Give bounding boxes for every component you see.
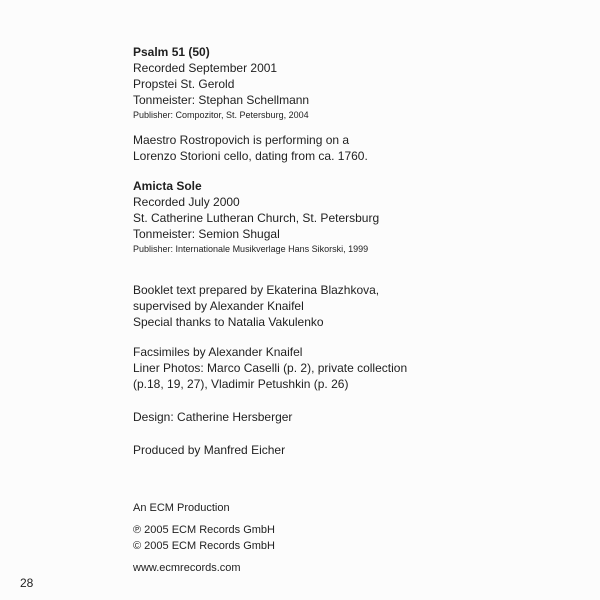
spacer: [133, 425, 553, 442]
spacer: [133, 256, 553, 282]
booklet-credit-line-1: Booklet text prepared by Ekaterina Blazhkova,: [133, 283, 380, 297]
performance-note-line-1: Maestro Rostropovich is performing on a: [133, 133, 350, 147]
amicta-recorded: Recorded July 2000: [133, 195, 240, 209]
psalm-recorded: Recorded September 2001: [133, 61, 278, 75]
photos-credit-line-1: Liner Photos: Marco Caselli (p. 2), private collection: [133, 361, 408, 375]
page-number: 28: [20, 576, 34, 590]
booklet-credit-line-3: Special thanks to Natalia Vakulenko: [133, 315, 324, 329]
spacer: [133, 392, 553, 409]
phonographic-copyright: ℗ 2005 ECM Records GmbH: [133, 524, 275, 536]
producer-credit: Produced by Manfred Eicher: [133, 443, 286, 457]
photos-credit-line-2: (p.18, 19, 27), Vladimir Petushkin (p. 26): [133, 377, 349, 391]
design-credit: Design: Catherine Hersberger: [133, 410, 293, 424]
production-footer: [133, 500, 433, 576]
main-credits-block: [133, 44, 553, 458]
psalm-title: Psalm 51 (50): [133, 45, 210, 59]
amicta-title: Amicta Sole: [133, 179, 202, 193]
psalm-tonmeister: Tonmeister: Stephan Schellmann: [133, 93, 310, 107]
psalm-publisher: Publisher: Compozitor, St. Petersburg, 2004: [133, 110, 309, 120]
performance-note-line-2: Lorenzo Storioni cello, dating from ca. 1760.: [133, 149, 368, 163]
copyright: © 2005 ECM Records GmbH: [133, 540, 275, 552]
amicta-publisher: Publisher: Internationale Musikverlage Hans Sikorski, 1999: [133, 244, 369, 254]
spacer: [133, 330, 553, 344]
booklet-credit-line-2: supervised by Alexander Knaifel: [133, 299, 304, 313]
psalm-venue: Propstei St. Gerold: [133, 77, 235, 91]
facsimiles-credit: Facsimiles by Alexander Knaifel: [133, 345, 303, 359]
spacer: [133, 164, 553, 178]
amicta-tonmeister: Tonmeister: Semion Shugal: [133, 227, 280, 241]
website-link[interactable]: www.ecmrecords.com: [133, 562, 241, 574]
amicta-venue: St. Catherine Lutheran Church, St. Petersburg: [133, 211, 380, 225]
spacer: [133, 122, 553, 132]
production-label: An ECM Production: [133, 502, 230, 514]
